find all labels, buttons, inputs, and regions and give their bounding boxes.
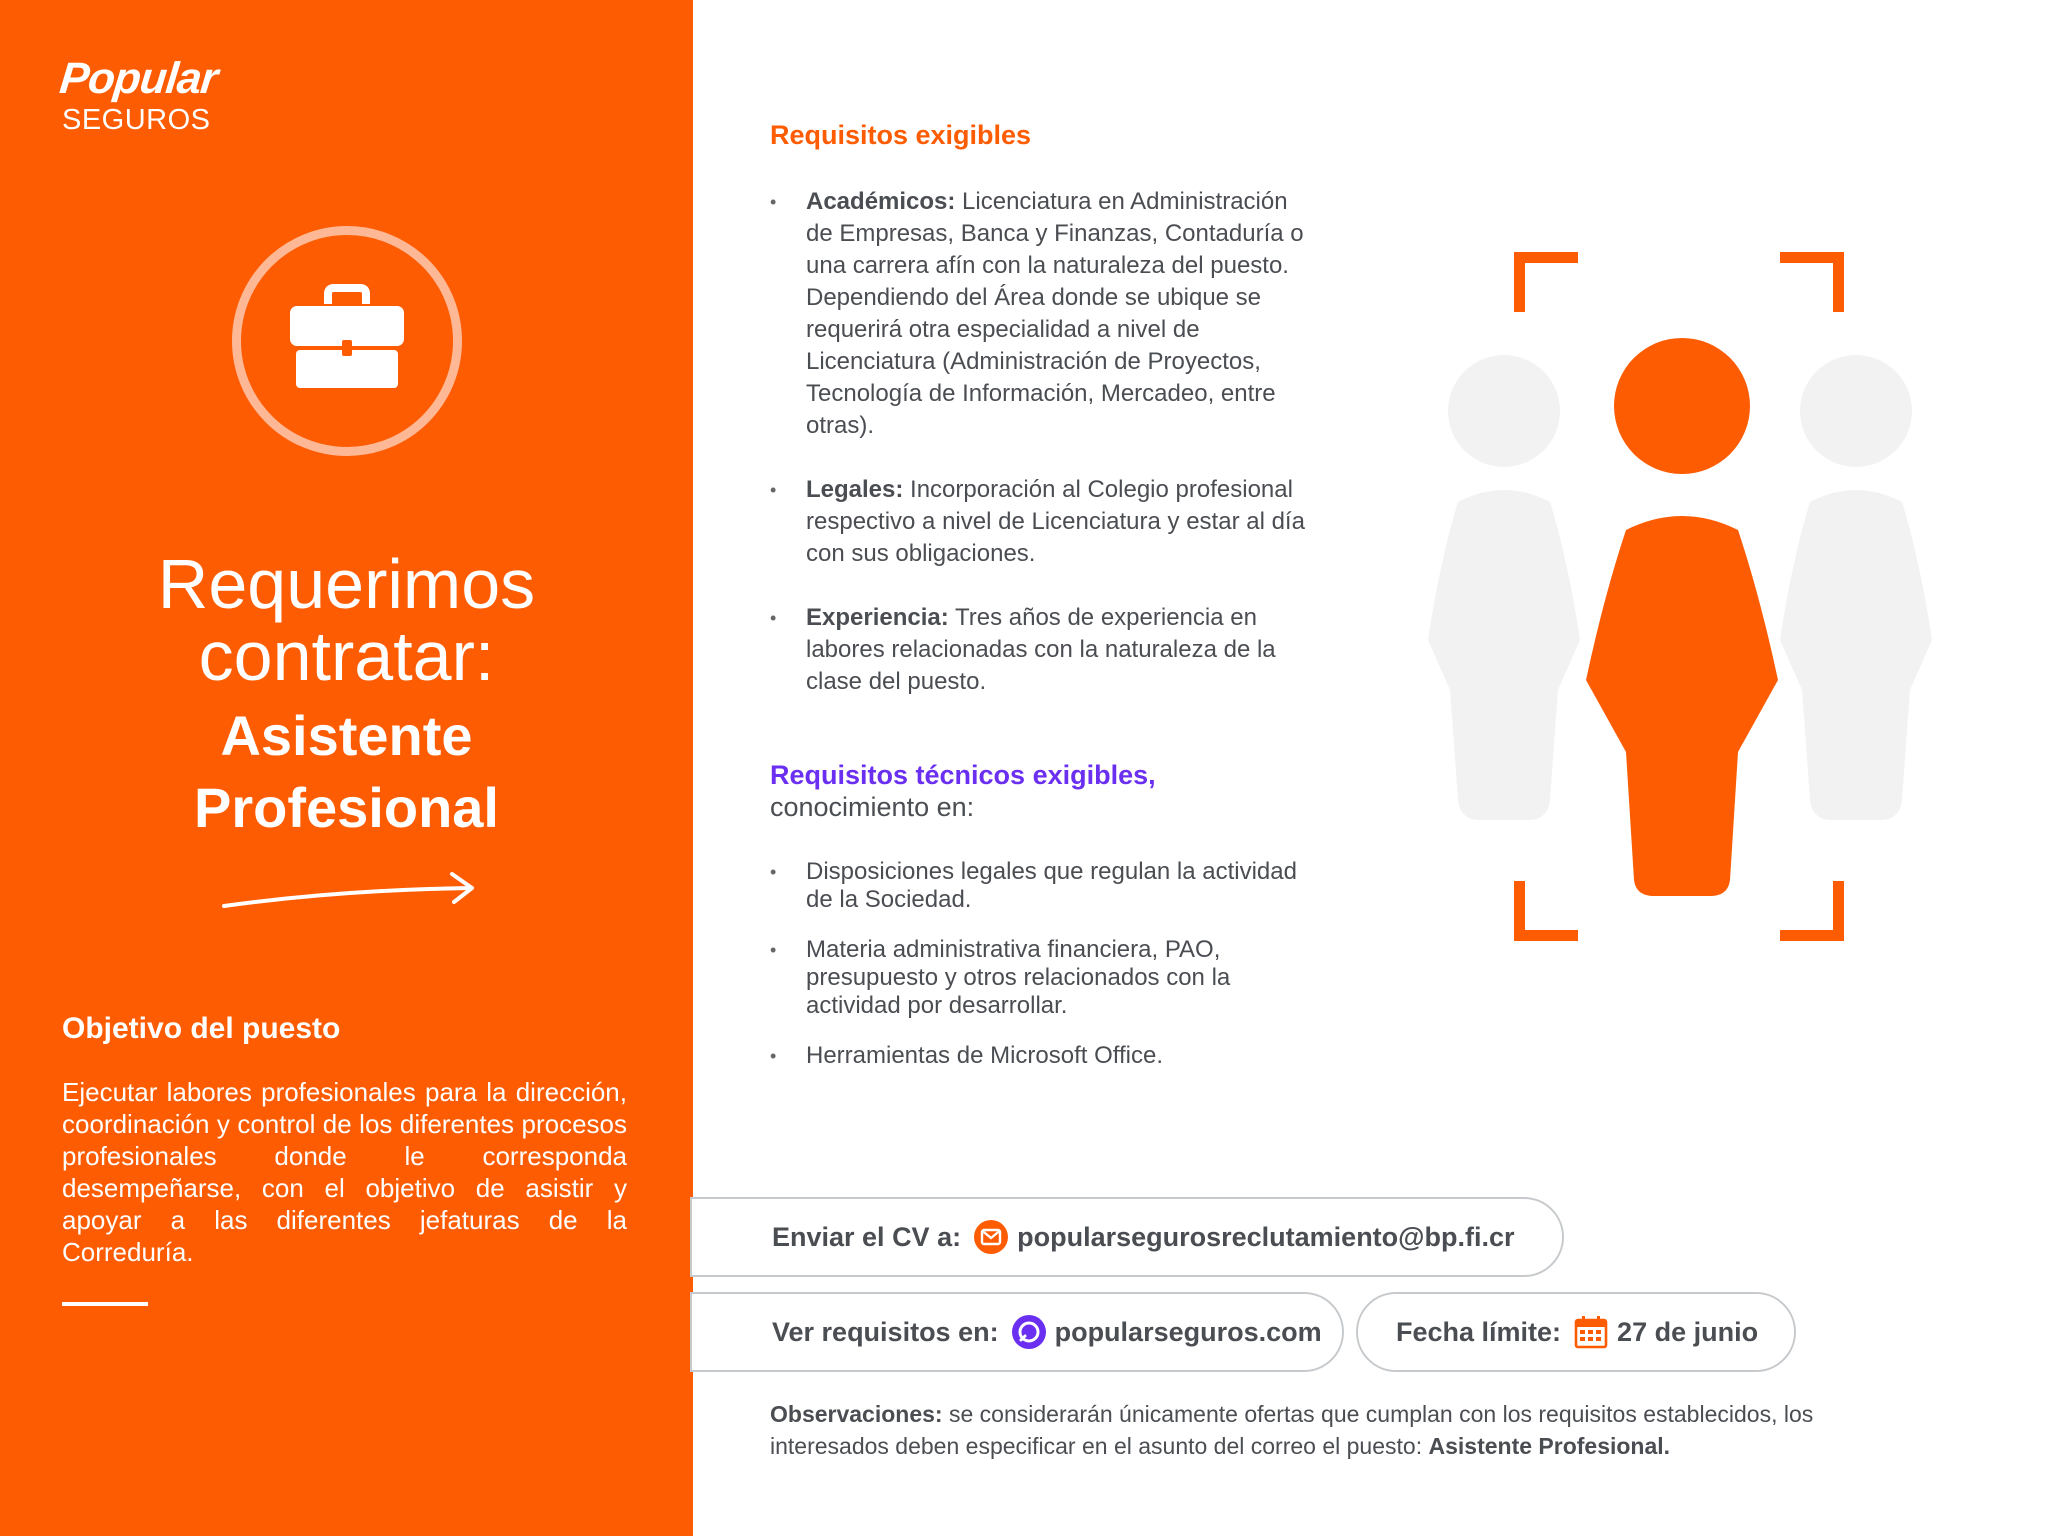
calendar-icon xyxy=(1573,1314,1609,1350)
requirements-title: Requisitos exigibles xyxy=(770,120,1032,150)
item-label: Académicos: xyxy=(806,188,956,215)
cv-label: Enviar el CV a: xyxy=(772,1221,962,1252)
obs-label: Observaciones: xyxy=(770,1401,943,1427)
item-text: Licenciatura en Administración de Empresas, Banca y Finanzas, Contaduría o una carrera afín con la naturaleza del puesto. Dependiendo del Área donde se ubique se requerirá otra especialidad a nivel de Licenciatura (Administración de Proyectos, Tecnología de Información, Mercadeo, entre otras). xyxy=(806,188,1304,439)
cv-pill xyxy=(690,1197,1564,1277)
left-panel xyxy=(0,0,693,1536)
arrow-right-icon xyxy=(220,868,480,918)
web-icon xyxy=(1011,1314,1047,1350)
observations xyxy=(770,1398,1900,1462)
item-label: Experiencia: xyxy=(806,604,949,631)
list-item: • Materia administrativa financiera, PAO, presupuesto y otros relacionados con la actividad por desarrollar. xyxy=(770,936,1315,1020)
deadline-label: Fecha límite: xyxy=(1396,1316,1562,1347)
requirements-list xyxy=(770,186,1315,698)
headline-position xyxy=(0,700,693,844)
briefcase-icon xyxy=(288,282,406,390)
mail-icon xyxy=(973,1219,1009,1255)
brand-sub: SEGUROS xyxy=(62,104,211,136)
obs-position: Asistente Profesional. xyxy=(1428,1433,1671,1459)
item-text: Tres años de experiencia en labores relacionadas con la naturaleza de la clase del puesto. xyxy=(806,604,1276,695)
list-item xyxy=(770,474,1315,570)
req-label: Ver requisitos en: xyxy=(772,1316,999,1347)
divider xyxy=(62,1302,148,1306)
list-item: • Herramientas de Microsoft Office. xyxy=(770,1042,1315,1070)
item-label: Legales: xyxy=(806,476,904,503)
technical-title: Requisitos técnicos exigibles, xyxy=(770,760,1156,790)
requirements-pill xyxy=(690,1292,1344,1372)
headline-top xyxy=(0,545,693,695)
cv-email[interactable]: popularsegurosreclutamiento@bp.fi.cr xyxy=(1017,1221,1515,1252)
obs-text: se considerarán únicamente ofertas que cumplan con los requisitos establecidos, los interesados deben especificar en el asunto del correo el puesto: xyxy=(770,1401,1814,1459)
headline-line3: Asistente xyxy=(220,704,473,767)
list-item: • Disposiciones legales que regulan la actividad de la Sociedad. xyxy=(770,858,1315,914)
technical-list xyxy=(770,858,1315,1092)
headline-line2: contratar: xyxy=(198,617,495,695)
deadline-pill xyxy=(1356,1292,1796,1372)
brand-logo: Popular xyxy=(57,54,220,103)
list-item xyxy=(770,602,1315,698)
headline-line1: Requerimos xyxy=(157,545,536,623)
objective-text: Ejecutar labores profesionales para la dirección, coordinación y control de los diferentes procesos profesionales donde le corresponda desempeñarse, con el objetivo de asistir y apoyar a las diferentes jefaturas de la Correduría. xyxy=(62,1077,627,1267)
req-site[interactable]: popularseguros.com xyxy=(1054,1316,1322,1347)
headline-line4: Profesional xyxy=(194,776,499,839)
deadline-value: 27 de junio xyxy=(1617,1316,1759,1347)
people-icon xyxy=(1400,240,1960,960)
objective-title: Objetivo del puesto xyxy=(62,1012,341,1045)
item-text: Incorporación al Colegio profesional respectivo a nivel de Licenciatura y estar al día con sus obligaciones. xyxy=(806,476,1305,567)
list-item xyxy=(770,186,1315,442)
technical-subtitle: conocimiento en: xyxy=(770,792,975,822)
